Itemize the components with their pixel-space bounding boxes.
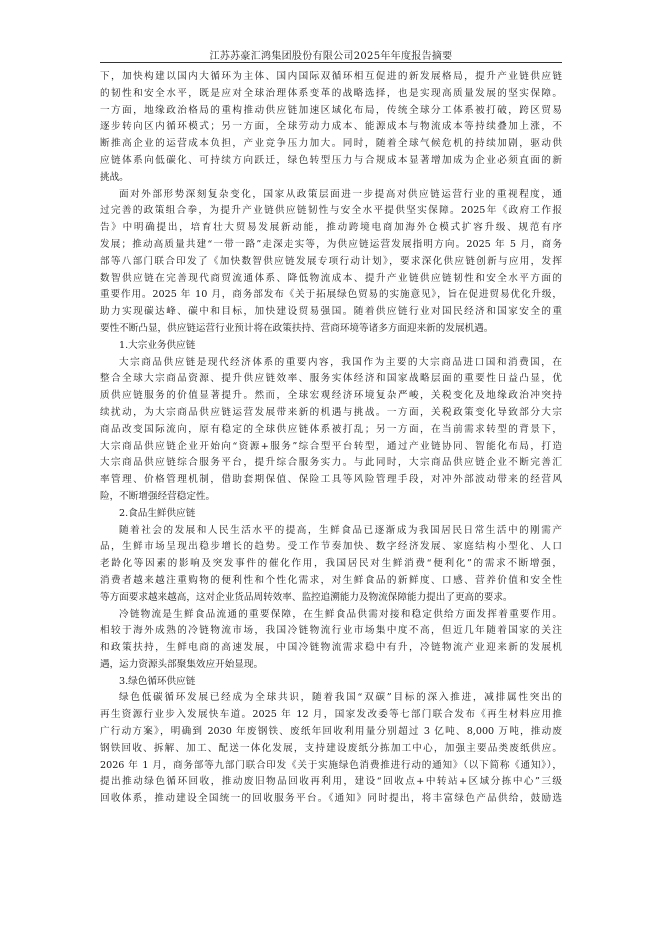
body-text-line: 回收体系，推动建设全国统一的回收服务平台。《通知》同时提出，将丰富绿色产品供给，鼓励选 [100, 793, 562, 805]
body-text-line: 险，不断增强经营稳定性。 [100, 490, 216, 502]
body-text-line: 下，加快构建以国内大循环为主体、国内国际双循环相互促进的新发展格局，提升产业链供应链 [100, 71, 562, 82]
body-text-line: 质供应链服务的价值显著提升。然而，全球宏观经济环境复杂严峻，关税变化及地缘政治冲突持 [100, 390, 562, 402]
body-text-line: 2.食品生鲜供应链 [119, 507, 196, 519]
body-text-line: 的韧性和安全水平，既是应对全球治理体系变革的战略选择，也是实现高质量发展的坚实保障。 [100, 87, 562, 99]
body-text-line: 要性不断凸显，供应链运营行业预计将在政策扶持、营商环境等诸多方面迎来新的发展机遇。 [100, 322, 494, 334]
body-text-line: 遇，运力资源头部聚集效应开始显现。 [100, 658, 264, 670]
body-text-line: 逐步转向区内循环模式；另一方面，全球劳动力成本、能源成本与物流成本等持续叠加上涨，不 [100, 121, 562, 133]
body-text-line: 随着社会的发展和人民生活水平的提高，生鲜食品已逐渐成为我国居民日常生活中的刚需产 [119, 524, 562, 536]
body-text-line: 部等八部门联合印发了《加快数智供应链发展专项行动计划》，要求深化供应链创新与应用，发挥 [100, 255, 562, 267]
body-text-line: 3.绿色循环供应链 [119, 675, 196, 687]
report-body-text [100, 69, 562, 808]
body-text-line: 品，生鲜市场呈现出稳步增长的趋势。受工作节奏加快、数字经济发展、家庭结构小型化、人口 [100, 541, 562, 553]
body-text-line: 大宗商品供应链是现代经济体系的重要内容，我国作为主要的大宗商品进口国和消费国，在 [119, 356, 562, 368]
body-text-line: 绿色低碳循环发展已经成为全球共识，随着我国“双碳”目标的深入推进，减排属性突出的 [119, 692, 562, 704]
body-text-line: 重要作用。2025 年 10 月，商务部发布《关于拓展绿色贸易的实施意见》，旨在促进贸易优化升级， [100, 289, 562, 301]
body-text-line: 一方面，地缘政治格局的重构推动供应链加速区域化布局，传统全球分工体系被打破，跨区贸易 [100, 104, 562, 116]
body-text-line: 2026 年 1 月，商务部等九部门联合印发《关于实施绿色消费推进行动的通知》（以下简称《通知》）， [100, 759, 562, 771]
body-text-line: 应链体系向低碳化、可持续方向跃迁，绿色转型压力与合规成本显著增加成为企业必须直面的新 [100, 154, 562, 166]
body-text-line: 和政策扶持，生鲜电商的高速发展，中国冷链物流需求稳中有升，冷链物流产业迎来新的发展机 [100, 642, 562, 654]
body-text-line: 老龄化等因素的影响及突发事件的催化作用，我国居民对生鲜消费“便利化”的需求不断增强， [100, 558, 562, 570]
body-text-line: 再生资源行业步入发展快车道。2025 年 12 月，国家发改委等七部门联合发布《再生材料应用推 [100, 709, 562, 721]
body-text-line: 相较于海外成熟的冷链物流市场，我国冷链物流行业市场集中度不高，但近几年随着国家的关注 [100, 625, 562, 637]
body-text-line: 1.大宗业务供应链 [119, 339, 196, 351]
body-text-line: 等方面要求越来越高，这对企业货品周转效率、监控追溯能力及物流保障能力提出了更高的要求。 [100, 591, 513, 603]
body-text-line: 续扰动，为大宗商品供应链运营发展带来新的机遇与挑战。一方面，关税政策变化导致部分大宗 [100, 406, 562, 418]
body-text-line: 过完善的政策组合拳，为提升产业链供应链韧性与安全水平提供坚实保障。2025年《政府工作报 [100, 205, 562, 217]
body-text-line: 助力实现碳达峰、碳中和目标，加快建设贸易强国。随着供应链行业对国民经济和国家安全的重 [100, 306, 562, 318]
body-text-line: 广行动方案》，明确到 2030 年废钢铁、废纸年回收利用量分别超过 3 亿吨、8,000 万吨，推动废 [100, 726, 562, 738]
body-text-line: 消费者越来越注重购物的便利性和个性化需求，对生鲜食品的新鲜度、口感、营养价值和安全性 [100, 574, 562, 586]
body-text-line: 告》中明确提出，培育壮大贸易发展新动能，推动跨境电商加海外仓模式扩容升级、规范有序 [100, 222, 562, 234]
body-text-line: 提出推动绿色循环回收，推动废旧物品回收再利用，建设“回收点+中转站+区域分拣中心”三级 [100, 776, 562, 788]
body-text-line: 断推高企业的运营成本负担，产业竞争压力加大。同时，随着全球气候危机的持续加剧，驱动供 [100, 138, 562, 150]
body-text-line: 钢铁回收、拆解、加工、配送一体化发展，支持建设废纸分拣加工中心，加强主要品类废纸供应。 [100, 742, 562, 754]
body-text-line: 面对外部形势深刻复杂变化，国家从政策层面进一步提高对供应链运营行业的重视程度，通 [119, 188, 562, 200]
body-text-line: 大宗商品供应链企业开始向“资源+服务”综合型平台转型，通过产业链协同、智能化布局，打造 [100, 440, 562, 452]
body-text-line: 整合全球大宗商品资源、提升供应链效率、服务实体经济和国家战略层面的重要性日益凸显，优 [100, 373, 562, 385]
header-divider [100, 62, 562, 63]
report-header-title: 江苏苏豪汇鸿集团股份有限公司2025年年度报告摘要 [209, 51, 453, 62]
body-text-line: 发展；推动高质量共建“一带一路”走深走实等，为供应链运营发展指明方向。2025 年 5 月，商务 [100, 238, 562, 250]
body-text-line: 大宗商品供应链综合服务平台，提升综合服务实力。与此同时，大宗商品供应链企业不断完善汇 [100, 457, 562, 469]
body-text-line: 数智供应链在完善现代商贸流通体系、降低物流成本、提升产业链供应链韧性和安全水平方面的 [100, 272, 562, 284]
body-text-line: 冷链物流是生鲜食品流通的重要保障，在生鲜食品供需对接和稳定供给方面发挥着重要作用。 [119, 608, 562, 620]
body-text-line: 商品改变国际流向，原有稳定的全球供应链体系被打乱；另一方面，在当前需求转型的背景下， [100, 423, 562, 435]
body-text-line: 率管理、价格管理机制，借助套期保值、保险工具等风险管理手段，对冲外部波动带来的经营风 [100, 474, 562, 486]
body-text-line: 挑战。 [100, 171, 129, 183]
